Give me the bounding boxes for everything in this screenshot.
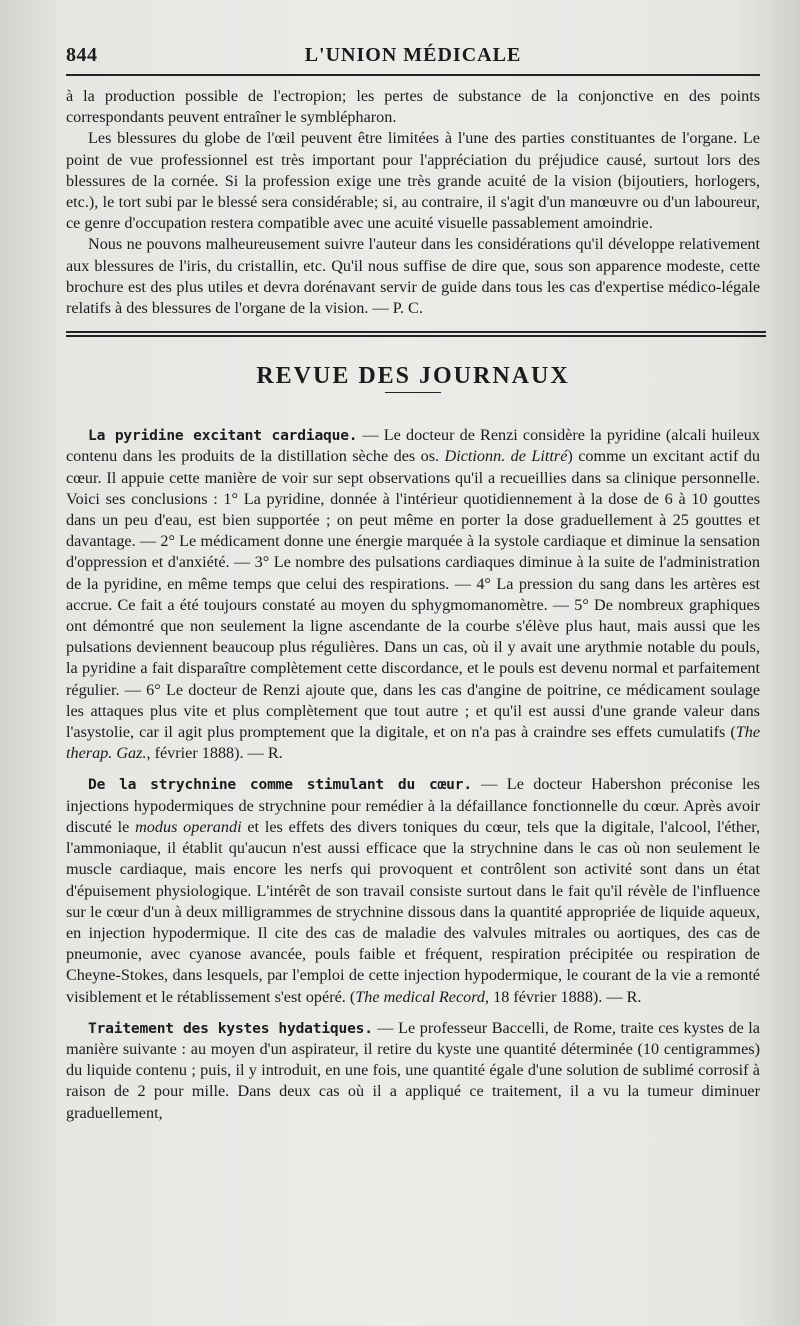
page-header [66, 44, 760, 74]
article-title: La pyridine excitant cardiaque. [88, 427, 358, 445]
title-underline [385, 392, 441, 393]
page-number: 844 [66, 44, 98, 66]
article-strychnine [66, 774, 760, 1007]
intro-paragraph-1: à la production possible de l'ectropion; les pertes de substance de la conjonctive en des points correspondants peuvent entraîner le symblépharon. [66, 87, 760, 127]
article-citation: The medical Record [355, 987, 486, 1006]
header-rule [66, 74, 760, 76]
article-title: Traitement des kystes hydatiques. [88, 1019, 373, 1037]
article-text: — Le docteur de Renzi considère la pyridine (alcali huileux contenu dans les produits de la distillation sèche des os. [66, 426, 760, 466]
article-text: , 18 février 1888). — R. [485, 987, 642, 1006]
article-text: ) comme un excitant actif du cœur. Il appuie cette manière de voir sur sept observations qu'il a recueillies dans sa clinique personnelle. Voici ses conclusions : 1° La pyridine, donnée à l'intérieur quotidiennement à la dose de 6 à 10 gouttes dans un peu d'eau, est bien supportée ; on peut même en porter la dose graduellement à 25 gouttes et davantage. — 2° Le médicament donne une énergie marquée à la systole cardiaque et diminue la sensation d'oppression et d'anxiété. — 3° Le nombre des pulsations cardiaques diminue à la suite de l'administration de la pyridine, en même temps que celui des respirations. — 4° La pression du sang dans les artères est accrue. Ce fait a été toujours constaté au moyen du sphygmomanomètre. — 5° De nombreux graphiques ont démontré que non seulement la ligne ascendante de la courbe s'élève plus haut, mais aussi que les pulsations deviennent beaucoup plus régulières. Dans un cas, où il y avait une arythmie notable du pouls, la pyridine a fait disparaître complètement cette discordance, et le pouls est devenu normal et parfaitement régulier. — 6° Le docteur de Renzi ajoute que, dans les cas d'angine de poitrine, ce médicament soulage les attaques plus vite et plus complètement que tout autre ; et qu'il est aussi d'une grande valeur dans l'asystolie, car il agit plus promptement que la digitale, et on n'a pas à craindre ses effets cumulatifs ( [66, 447, 760, 742]
article-pyridine [66, 425, 760, 764]
article-citation: The therap. Gaz. [66, 723, 760, 763]
article-text: — Le professeur Baccelli, de Rome, traite ces kystes de la manière suivante : au moyen d'un aspirateur, il retire du kyste une quantité déterminée (10 centigrammes) du liquide contenu ; puis, il y introduit, en une fois, une quantité égale d'une solution de sublimé corrosif à raison de 2 pour mille. Dans deux cas où il a appliqué ce traitement, il a vu la tumeur diminuer graduellement, [66, 1018, 760, 1122]
article-kystes [66, 1018, 760, 1124]
journal-title: L'UNION MÉDICALE [304, 44, 522, 66]
article-text: , février 1888). — R. [146, 744, 283, 763]
article-text: — Le docteur Habershon préconise les injections hypodermiques de strychnine pour remédier à la défaillance fonctionnelle du cœur. Après avoir discuté le [66, 775, 760, 836]
article-text: et les effets des divers toniques du cœur, tels que la digitale, l'alcool, l'éther, l'ammoniaque, il établit qu'aucun n'est aussi efficace que la strychnine dans le cas où non seulement le muscle cardiaque, mais encore les nerfs qui provoquent et contrôlent son activité sont dans un état d'épuisement physiologique. L'intérêt de son travail consiste surtout dans le fait qu'il révèle de l'influence sur le cœur d'un à deux milligrammes de strychnine dissous dans la quantité appropriée de liquide aqueux, en injection hypodermique. Il cite des cas de maladie des valvules mitrales ou aortiques, des cas de pneumonie, avec cyanose avancée, pouls faible et fréquent, respiration précipitée ou respiration de Cheyne-Stokes, dans lesquels, par l'emploi de cette injection hypodermique, le courant de la vie a remonté visiblement et le rétablissement s'est opéré. ( [66, 817, 760, 1006]
section-title: REVUE DES JOURNAUX [256, 363, 570, 390]
section-divider [66, 331, 766, 337]
article-citation: modus operandi [135, 817, 242, 836]
article-title: De la strychnine comme stimulant du cœur. [88, 776, 472, 794]
intro-paragraph-3: Nous ne pouvons malheureusement suivre l'auteur dans les considérations qu'il développe relativement aux blessures de l'iris, du cristallin, etc. Qu'il nous suffise de dire que, sous son apparence modeste, cette brochure est des plus utiles et devra dorénavant servir de guide dans tous les cas d'expertise médico-légale relatifs à des blessures de l'organe de la vision. — P. C. [66, 235, 760, 318]
intro-paragraph-2: Les blessures du globe de l'œil peuvent être limitées à l'une des parties constituantes de l'organe. Le point de vue professionnel est très important pour l'appréciation du préjudice causé, surtout lors des blessures de la cornée. Si la profession exige une très grande acuité de la vision (bijoutiers, horlogers, etc.), le tort subi par le blessé sera considérable; si, au contraire, il s'agit d'un manœuvre ou d'un laboureur, ce genre d'occupation restera compatible avec une acuité visuelle passablement amoindrie. [66, 129, 760, 233]
article-citation: Dictionn. de Littré [444, 447, 568, 466]
